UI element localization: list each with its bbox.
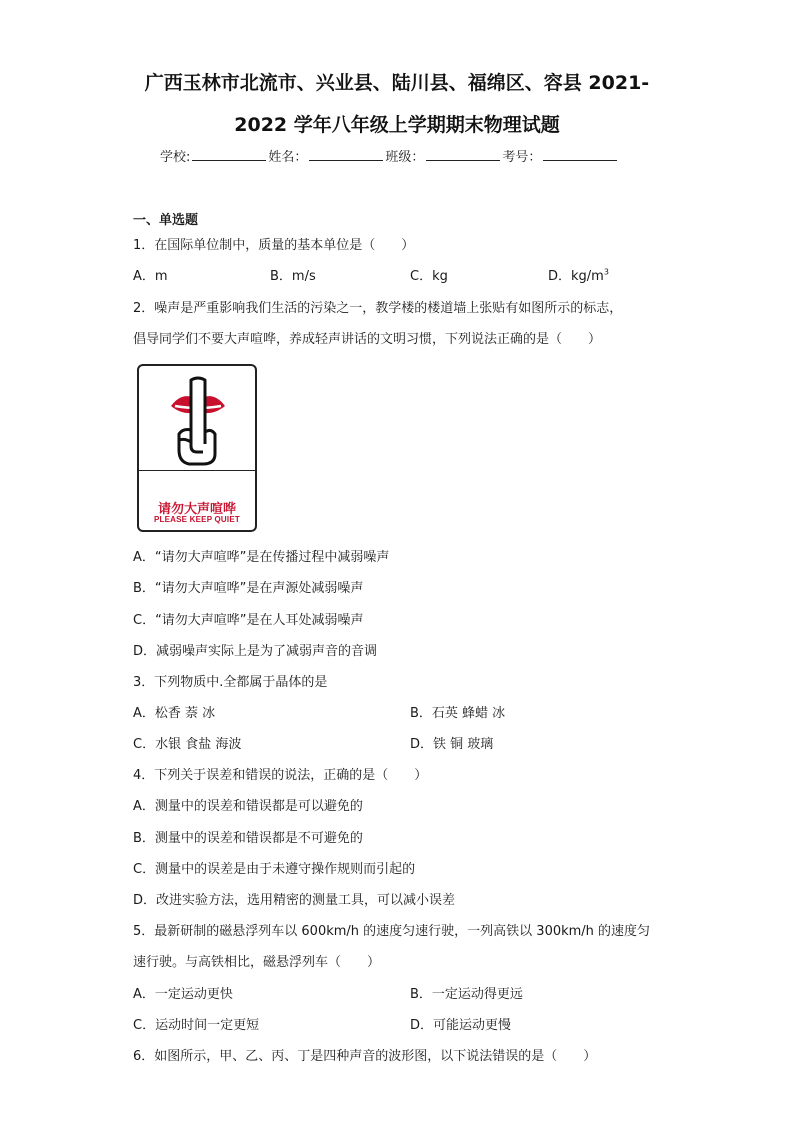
name-label: 姓名： — [268, 150, 308, 165]
q4-option-a: A．测量中的误差和错误都是可以避免的 — [133, 799, 363, 814]
q5-stem-line2: 速行驶。与高铁相比，磁悬浮列车（ ） — [133, 955, 381, 970]
q5-option-d: D．可能运动更慢 — [410, 1018, 512, 1033]
exam-title-line2: 2022 学年八年级上学期期末物理试题 — [234, 114, 560, 136]
finger-on-lips-icon — [169, 376, 227, 466]
q3-option-c: C．水银 食盐 海波 — [133, 737, 242, 752]
school-blank — [192, 148, 266, 161]
q4-option-d: D．改进实验方法，选用精密的测量工具，可以减小误差 — [133, 893, 456, 908]
q3-option-a: A．松香 萘 冰 — [133, 706, 216, 721]
school-label: 学校: — [160, 150, 191, 165]
q1-option-d — [548, 265, 609, 284]
q1-option-a: A．m — [133, 269, 168, 284]
q5-option-c: C．运动时间一定更短 — [133, 1018, 260, 1033]
q2-option-c: C．“请勿大声喧哗”是在人耳处减弱噪声 — [133, 613, 364, 628]
sign-english-text: PLEASE KEEP QUIET — [154, 515, 240, 524]
quiet-sign-figure — [137, 364, 257, 532]
section-heading: 一、单选题 — [133, 213, 199, 228]
exam-title-line1: 广西玉林市北流市、兴业县、陆川县、福绵区、容县 2021- — [144, 72, 650, 94]
name-blank — [309, 148, 383, 161]
q2-option-a: A．“请勿大声喧哗”是在传播过程中减弱噪声 — [133, 550, 390, 565]
exam-no-label: 考号： — [502, 150, 542, 165]
class-label: 班级： — [385, 150, 425, 165]
q1-option-b: B．m/s — [270, 269, 316, 284]
q4-option-b: B．测量中的误差和错误都是不可避免的 — [133, 831, 363, 846]
q5-option-a: A．一定运动更快 — [133, 987, 233, 1002]
sign-chinese-text: 请勿大声喧哗 — [157, 502, 236, 517]
exam-no-blank — [543, 148, 617, 161]
q3-option-d: D．铁 铜 玻璃 — [410, 737, 494, 752]
q1-option-d-text: D．kg/m — [548, 269, 604, 284]
q1-option-c: C．kg — [410, 269, 448, 284]
q5-stem-line1: 5．最新研制的磁悬浮列车以 600km/h 的速度匀速行驶，一列高铁以 300km/h 的速度匀 — [133, 924, 651, 939]
q4-option-c: C．测量中的误差是由于未遵守操作规则而引起的 — [133, 862, 416, 877]
q2-stem-line2: 倡导同学们不要大声喧哗，养成轻声讲话的文明习惯，下列说法正确的是（ ） — [133, 332, 602, 347]
q5-option-b: B．一定运动得更远 — [410, 987, 523, 1002]
q3-option-b: B．石英 蜂蜡 冰 — [410, 706, 506, 721]
q2-stem-line1: 2．噪声是严重影响我们生活的污染之一，教学楼的楼道墙上张贴有如图所示的标志， — [133, 301, 623, 316]
class-blank — [426, 148, 500, 161]
q3-stem: 3．下列物质中.全都属于晶体的是 — [133, 675, 328, 690]
q2-option-b: B．“请勿大声喧哗”是在声源处减弱噪声 — [133, 581, 364, 596]
sign-divider — [139, 470, 255, 471]
student-info-row — [160, 146, 619, 165]
q6-stem: 6．如图所示，甲、乙、丙、丁是四种声音的波形图，以下说法错误的是（ ） — [133, 1049, 597, 1064]
q1-stem: 1．在国际单位制中，质量的基本单位是（ ） — [133, 238, 415, 253]
q2-option-d: D．减弱噪声实际上是为了减弱声音的音调 — [133, 644, 378, 659]
q1-option-d-sup: 3 — [603, 267, 609, 277]
q4-stem: 4．下列关于误差和错误的说法，正确的是（ ） — [133, 768, 428, 783]
